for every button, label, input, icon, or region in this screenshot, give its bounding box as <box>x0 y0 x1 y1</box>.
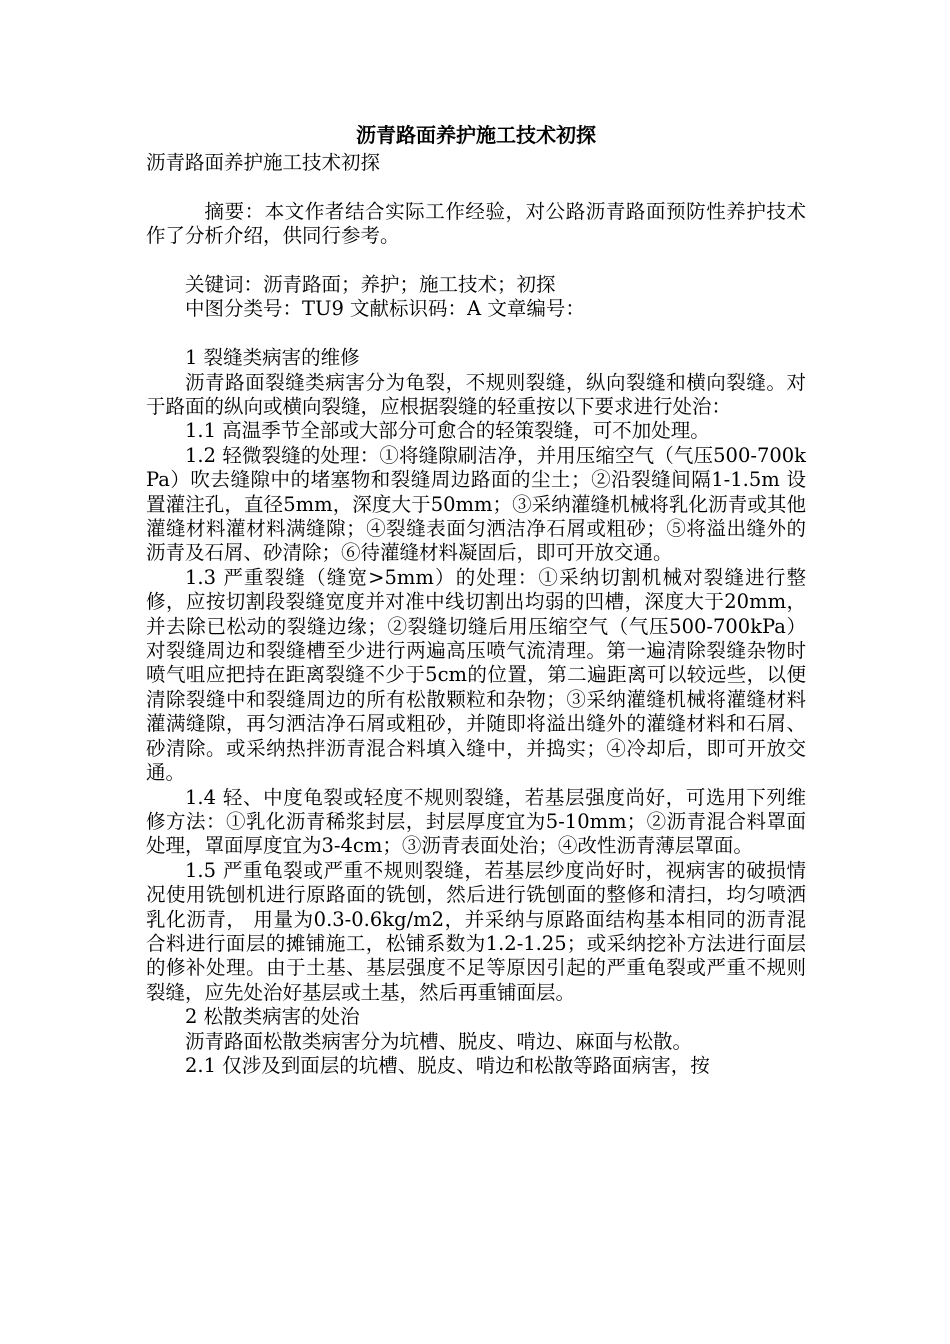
spacer <box>146 175 806 199</box>
document-title: 沥青路面养护施工技术初探 <box>356 123 596 147</box>
section-2-intro: 沥青路面松散类病害分为坑槽、脱皮、啃边、麻面与松散。 <box>185 1029 693 1053</box>
document-page <box>146 122 806 1078</box>
paragraph-1-1: 1.1 高温季节全部或大部分可愈合的轻策裂缝，可不加处理。 <box>185 419 710 443</box>
classification-line: 中图分类号：TU9 文献标识码：A 文章编号： <box>185 297 585 321</box>
abstract-paragraph: 摘要：本文作者结合实际工作经验，对公路沥青路面预防性养护技术作了分析介绍，供同行参考。 <box>146 199 806 248</box>
paragraph-1-3: 1.3 严重裂缝（缝宽>5mm）的处理：①采纳切割机械对裂缝进行整修，应按切割段裂缝宽度并对准中线切割出均弱的凹槽，深度大于20mm，并去除已松动的裂缝边缘；②裂缝切缝后用压缩空气（气压500-700kPa）对裂缝周边和裂缝槽至少进行两遍高压喷气流清理。第一遍清除裂缝杂物时喷气咀应把持在距离裂缝不少于5cm的位置，第二遍距离可以较远些，以便清除裂缝中和裂缝周边的所有松散颗粒和杂物；③采纳灌缝机械将灌缝材料灌满缝隙，再匀洒洁净石屑或粗砂，并随即将溢出缝外的灌缝材料和石屑、砂清除。或采纳热拌沥青混合料填入缝中，并捣实；④冷却后，即可开放交通。 <box>146 565 806 785</box>
spacer <box>146 249 806 273</box>
keywords-line: 关键词：沥青路面；养护；施工技术；初探 <box>185 273 556 296</box>
document-subtitle: 沥青路面养护施工技术初探 <box>146 151 381 174</box>
section-1-intro: 沥青路面裂缝类病害分为龟裂，不规则裂缝，纵向裂缝和横向裂缝。对于路面的纵向或横向裂缝，应根据裂缝的轻重按以下要求进行处治： <box>146 370 806 419</box>
paragraph-1-5: 1.5 严重龟裂或严重不规则裂缝，若基层纱度尚好时，视病害的破损情况使用铣刨机进行原路面的铣刨，然后进行铣刨面的整修和清扫，均匀喷洒乳化沥青， 用量为0.3-0.6kg/m2，并采纳与原路面结构基本相同的沥青混合料进行面层的摊铺施工，松铺系数为1.2-1.25；或采纳挖补方法进行面层的修补处理。由于土基、基层强度不足等原因引起的严重龟裂或严重不规则裂缝，应先处治好基层或土基，然后再重铺面层。 <box>146 858 806 1004</box>
section-1-heading: 1 裂缝类病害的维修 <box>185 346 360 370</box>
paragraph-2-1: 2.1 仅涉及到面层的坑槽、脱皮、啃边和松散等路面病害，按 <box>185 1053 710 1077</box>
section-2-heading: 2 松散类病害的处治 <box>185 1005 360 1029</box>
paragraph-1-4: 1.4 轻、中度龟裂或轻度不规则裂缝，若基层强度尚好，可选用下列维修方法：①乳化沥青稀浆封层，封层厚度宜为5-10mm；②沥青混合料罩面处理，罩面厚度宜为3-4cm；③沥青表面处治；④改性沥青薄层罩面。 <box>146 785 806 858</box>
paragraph-1-2: 1.2 轻微裂缝的处理：①将缝隙刷洁净，并用压缩空气（气压500-700kPa）吹去缝隙中的堵塞物和裂缝周边路面的尘土；②沿裂缝间隔1-1.5m 设置灌注孔，直径5mm，深度大于50mm；③采纳灌缝机械将乳化沥青或其他灌缝材料灌材料满缝隙；④裂缝表面匀洒洁净石屑或粗砂；⑤将溢出缝外的沥青及石屑、砂清除；⑥待灌缝材料凝固后，即可开放交通。 <box>146 443 806 565</box>
spacer <box>146 322 806 346</box>
